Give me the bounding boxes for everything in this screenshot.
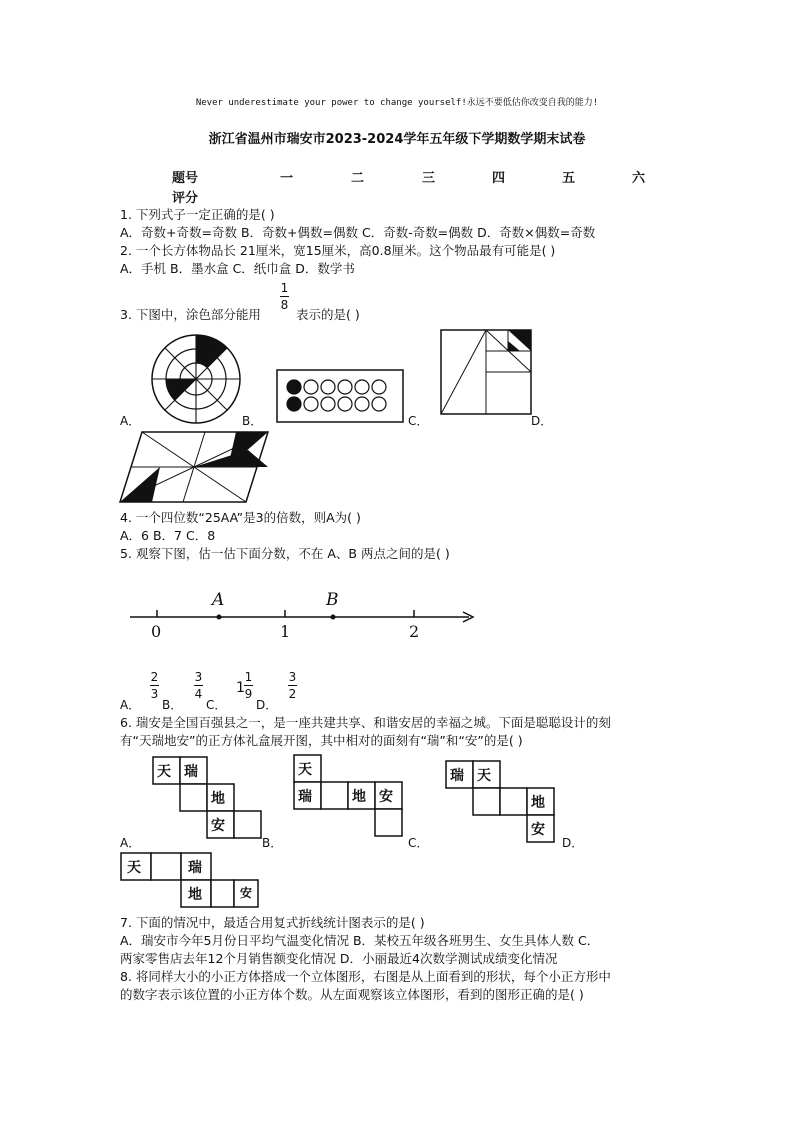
q6-c-tian: 天	[477, 768, 491, 784]
q5-label-d: D．	[256, 698, 278, 712]
q5-label-b: B．	[162, 698, 183, 712]
score-col-3: 三	[422, 171, 436, 186]
q3-b-dot	[355, 397, 369, 411]
q5-a-num: 2	[150, 670, 159, 684]
q3-b-dot	[321, 380, 335, 394]
score-col-header: 题号	[172, 171, 199, 186]
q6-b-an: 安	[379, 789, 393, 805]
q3-figure-c-square	[440, 329, 532, 415]
q5-option-d-fraction	[288, 670, 297, 701]
q6-b-tian: 天	[298, 762, 312, 778]
q5-d-den: 2	[288, 687, 297, 701]
q3-b-dot	[338, 380, 352, 394]
q3-b-dot	[304, 380, 318, 394]
q5-b-num: 3	[194, 670, 203, 684]
q5-label-c: C．	[206, 698, 227, 712]
q3-b-dot	[338, 397, 352, 411]
q3-b-dot	[304, 397, 318, 411]
q5-c-den: 9	[244, 687, 253, 701]
q3-fraction	[280, 281, 289, 312]
q4-options: A．6 B．7 C．8	[120, 528, 216, 543]
q6-a-tian: 天	[157, 764, 171, 780]
q5-point-b-label: B	[326, 590, 339, 610]
q6-b-di: 地	[352, 789, 366, 805]
q7-options-line2: 两家零售店去年12个月销售额变化情况 D．小丽最近4次数学测试成绩变化情况	[120, 951, 558, 966]
q5-point-a-label: A	[212, 590, 225, 610]
q3-figure-d-parallelogram	[118, 430, 270, 504]
q6-a-an: 安	[211, 818, 225, 834]
q2-stem: 2. 一个长方体物品长 21厘米，宽15厘米，高0.8厘米。这个物品最有可能是( )	[120, 243, 556, 258]
score-row-header: 评分	[172, 191, 199, 206]
q6-label-d: D．	[562, 836, 584, 850]
q6-d-tian: 天	[127, 860, 141, 876]
q5-option-a-fraction	[150, 670, 159, 701]
score-col-1: 一	[280, 171, 294, 186]
q5-option-b-fraction	[194, 670, 203, 701]
q6-d-di: 地	[188, 887, 202, 903]
q3-label-d: D．	[531, 414, 553, 428]
q3-b-dot	[287, 380, 301, 394]
q3-stem-before: 3. 下图中，涂色部分能用	[120, 307, 261, 322]
q6-stem-line1: 6. 瑞安是全国百强县之一，是一座共建共享、和谐安居的幸福之城。下面是聪聪设计的刻	[120, 715, 611, 730]
q6-d-an: 安	[240, 886, 253, 900]
q6-label-a: A．	[120, 836, 141, 850]
q6-c-rui: 瑞	[450, 768, 464, 784]
q3-b-dot	[355, 380, 369, 394]
q5-c-whole: 1	[236, 680, 245, 696]
q5-a-den: 3	[150, 687, 159, 701]
q3-label-a: A．	[120, 414, 141, 428]
q8-stem-line1: 8. 将同样大小的小正方体搭成一个立体图形，右图是从上面看到的形状，每个小正方形中	[120, 969, 611, 984]
q3-frac-den: 8	[280, 298, 289, 312]
q5-b-den: 4	[194, 687, 203, 701]
q4-stem: 4. 一个四位数“25AA”是3的倍数，则A为( )	[120, 510, 361, 525]
q5-option-c-fraction	[244, 670, 253, 701]
q6-c-di: 地	[531, 795, 545, 811]
q8-stem-line2: 的数字表示该位置的小正方体个数。从左面观察该立体图形，看到的图形正确的是( )	[120, 987, 584, 1002]
q6-a-di: 地	[211, 791, 225, 807]
q3-b-dot	[372, 397, 386, 411]
q6-a-rui: 瑞	[184, 764, 198, 780]
score-col-5: 五	[562, 171, 576, 186]
q1-stem: 1. 下列式子一定正确的是( )	[120, 207, 275, 222]
q3-b-dot	[372, 380, 386, 394]
q5-number-line	[125, 585, 475, 645]
q6-c-an: 安	[531, 822, 545, 838]
score-col-2: 二	[351, 171, 365, 186]
q3-b-dot	[321, 397, 335, 411]
q5-d-num: 3	[288, 670, 297, 684]
q7-stem: 7. 下面的情况中，最适合用复式折线统计图表示的是( )	[120, 915, 425, 930]
q6-label-b: B．	[262, 836, 283, 850]
q7-options-line1: A．瑞安市今年5月份日平均气温变化情况 B．某校五年级各班男生、女生具体人数 C．	[120, 933, 600, 948]
q6-stem-line2: 有“天瑞地安”的正方体礼盒展开图，其中相对的面刻有“瑞”和“安”的是( )	[120, 733, 523, 748]
q5-label-a: A．	[120, 698, 141, 712]
q6-label-c: C．	[408, 836, 429, 850]
page-title: 浙江省温州市瑞安市2023-2024学年五年级下学期数学期末试卷	[208, 132, 586, 147]
q1-options: A．奇数+奇数=奇数 B．奇数+偶数=偶数 C．奇数-奇数=偶数 D．奇数×偶数=奇数	[120, 225, 596, 240]
q3-figure-b-dots	[276, 369, 404, 423]
q6-d-rui: 瑞	[188, 860, 202, 876]
score-col-6: 六	[632, 171, 646, 186]
q5-tick-2: 2	[409, 622, 420, 641]
q2-options: A．手机 B．墨水盒 C．纸巾盒 D．数学书	[120, 261, 355, 276]
q6-b-rui: 瑞	[298, 789, 312, 805]
q5-stem: 5. 观察下图，估一估下面分数，不在 A、B 两点之间的是( )	[120, 546, 450, 561]
q3-b-dot	[287, 397, 301, 411]
motto: Never underestimate your power to change yourself!永远不要低估你改变自我的能力!	[195, 98, 599, 108]
q3-stem-after: 表示的是( )	[296, 307, 360, 322]
q3-figure-a-circle	[150, 333, 242, 425]
q5-c-num: 1	[244, 670, 253, 684]
score-col-4: 四	[492, 171, 506, 186]
q5-tick-1: 1	[280, 622, 291, 641]
q3-label-c: C．	[408, 414, 429, 428]
q5-tick-0: 0	[151, 622, 162, 641]
q3-frac-num: 1	[280, 281, 289, 295]
q3-label-b: B．	[242, 414, 263, 428]
